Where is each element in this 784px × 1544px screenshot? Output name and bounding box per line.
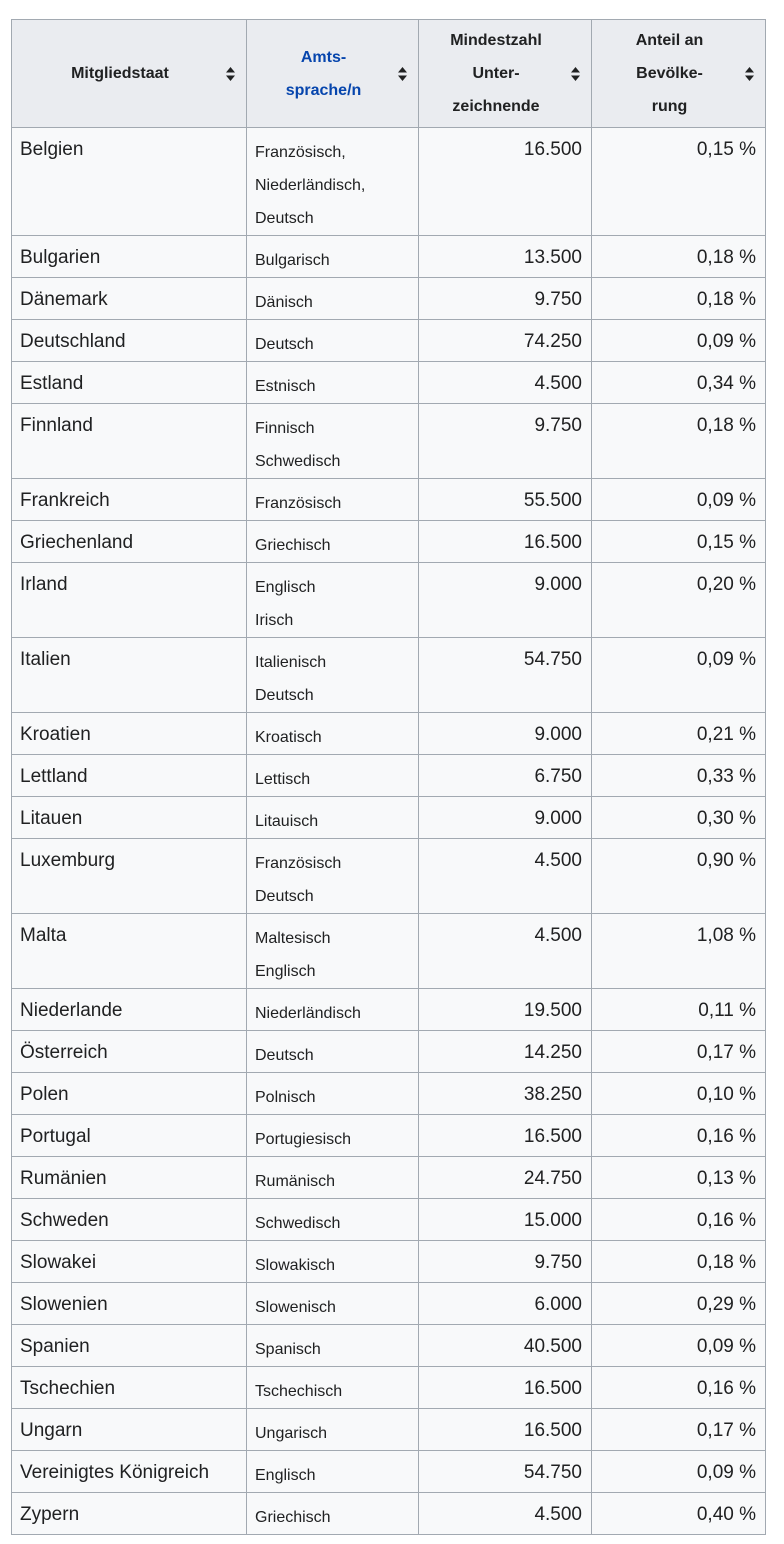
header-line: sprache/n: [285, 81, 362, 99]
header-min-signatures-label: [450, 24, 542, 123]
population-share-cell: 0,16 %: [592, 1115, 766, 1157]
min-signatures-cell: 9.750: [419, 404, 592, 479]
sort-icon[interactable]: [744, 66, 755, 82]
table-row: [12, 1115, 766, 1157]
member-state-cell: Frankreich: [12, 479, 247, 521]
population-share-cell: 0,33 %: [592, 755, 766, 797]
member-state-cell: Deutschland: [12, 320, 247, 362]
population-share-cell: 1,08 %: [592, 914, 766, 989]
table-row: [12, 362, 766, 404]
language-name: Bulgarisch: [255, 252, 330, 269]
population-share-cell: 0,09 %: [592, 479, 766, 521]
member-state-cell: Slowenien: [12, 1283, 247, 1325]
official-language-cell: [247, 914, 419, 989]
population-share-cell: 0,18 %: [592, 1241, 766, 1283]
language-name: Schwedisch: [255, 1215, 341, 1232]
official-language-cell: [247, 404, 419, 479]
population-share-cell: 0,29 %: [592, 1283, 766, 1325]
population-share-cell: 0,17 %: [592, 1409, 766, 1451]
min-signatures-cell: 9.750: [419, 278, 592, 320]
min-signatures-cell: 4.500: [419, 914, 592, 989]
population-share-cell: 0,20 %: [592, 563, 766, 638]
language-name: Deutsch: [255, 687, 314, 704]
official-language-cell: [247, 1199, 419, 1241]
language-name: Lettisch: [255, 771, 311, 788]
table-row: [12, 278, 766, 320]
official-language-cell: [247, 1451, 419, 1493]
member-state-cell: Bulgarien: [12, 236, 247, 278]
table-row: [12, 563, 766, 638]
official-language-cell: [247, 797, 419, 839]
member-state-cell: Malta: [12, 914, 247, 989]
table-row: [12, 713, 766, 755]
language-name: Griechisch: [255, 537, 331, 554]
table-row: [12, 1073, 766, 1115]
member-state-cell: Irland: [12, 563, 247, 638]
min-signatures-cell: 16.500: [419, 1115, 592, 1157]
min-signatures-cell: 14.250: [419, 1031, 592, 1073]
table-row: [12, 236, 766, 278]
population-share-cell: 0,09 %: [592, 320, 766, 362]
population-share-cell: 0,10 %: [592, 1073, 766, 1115]
header-row: [12, 20, 766, 128]
official-language-cell: [247, 236, 419, 278]
population-share-cell: 0,15 %: [592, 521, 766, 563]
population-share-cell: 0,34 %: [592, 362, 766, 404]
member-state-cell: Österreich: [12, 1031, 247, 1073]
min-signatures-cell: 55.500: [419, 479, 592, 521]
language-name: Englisch: [255, 579, 316, 596]
min-signatures-cell: 16.500: [419, 1409, 592, 1451]
language-name: Slowakisch: [255, 1257, 336, 1274]
header-line: Amts-: [300, 48, 347, 66]
header-line: rung: [651, 98, 688, 115]
header-line: Mitgliedstaat: [71, 65, 169, 82]
population-share-cell: 0,13 %: [592, 1157, 766, 1199]
table-body: [12, 128, 766, 1535]
min-signatures-cell: 40.500: [419, 1325, 592, 1367]
table-row: [12, 1367, 766, 1409]
language-name: Polnisch: [255, 1089, 316, 1106]
member-state-cell: Vereinigtes Königreich: [12, 1451, 247, 1493]
language-name: Deutsch: [255, 888, 314, 905]
min-signatures-cell: 9.750: [419, 1241, 592, 1283]
official-language-cell: [247, 320, 419, 362]
header-min-signatures[interactable]: [419, 20, 592, 128]
member-state-cell: Belgien: [12, 128, 247, 236]
min-signatures-cell: 15.000: [419, 1199, 592, 1241]
official-language-cell: [247, 563, 419, 638]
official-language-cell: [247, 638, 419, 713]
table-row: [12, 1031, 766, 1073]
min-signatures-cell: 54.750: [419, 1451, 592, 1493]
language-name: Niederländisch,: [255, 177, 366, 194]
table-row: [12, 1241, 766, 1283]
population-share-cell: 0,40 %: [592, 1493, 766, 1535]
population-share-cell: 0,09 %: [592, 1325, 766, 1367]
member-state-cell: Polen: [12, 1073, 247, 1115]
min-signatures-cell: 74.250: [419, 320, 592, 362]
table-row: [12, 1325, 766, 1367]
member-state-cell: Niederlande: [12, 989, 247, 1031]
member-state-cell: Litauen: [12, 797, 247, 839]
member-state-cell: Griechenland: [12, 521, 247, 563]
table-row: [12, 797, 766, 839]
official-language-cell: [247, 1157, 419, 1199]
language-name: Französisch: [255, 495, 342, 512]
language-name: Finnisch: [255, 420, 315, 437]
min-signatures-cell: 54.750: [419, 638, 592, 713]
official-language-cell: [247, 1493, 419, 1535]
official-language-cell: [247, 1367, 419, 1409]
table-row: [12, 479, 766, 521]
population-share-cell: 0,18 %: [592, 404, 766, 479]
sort-icon[interactable]: [570, 66, 581, 82]
language-name: Italienisch: [255, 654, 327, 671]
official-language-cell: [247, 1325, 419, 1367]
header-official-language-link[interactable]: [286, 41, 362, 107]
header-line: zeichnende: [452, 98, 540, 115]
official-language-cell: [247, 1115, 419, 1157]
member-state-cell: Finnland: [12, 404, 247, 479]
sort-icon[interactable]: [397, 66, 408, 82]
language-name: Spanisch: [255, 1341, 321, 1358]
official-language-cell: [247, 128, 419, 236]
header-population-share[interactable]: [592, 20, 766, 128]
header-line: Anteil an: [635, 32, 704, 49]
table-row: [12, 404, 766, 479]
min-signatures-cell: 4.500: [419, 839, 592, 914]
min-signatures-cell: 6.750: [419, 755, 592, 797]
language-name: Englisch: [255, 963, 316, 980]
table-row: [12, 989, 766, 1031]
population-share-cell: 0,16 %: [592, 1367, 766, 1409]
member-state-cell: Spanien: [12, 1325, 247, 1367]
official-language-cell: [247, 278, 419, 320]
table-row: [12, 1493, 766, 1535]
official-language-cell: [247, 839, 419, 914]
header-line: Unter-: [472, 65, 520, 82]
official-language-cell: [247, 1283, 419, 1325]
member-state-cell: Rumänien: [12, 1157, 247, 1199]
language-name: Französisch: [255, 855, 342, 872]
population-share-cell: 0,11 %: [592, 989, 766, 1031]
min-signatures-cell: 13.500: [419, 236, 592, 278]
language-name: Kroatisch: [255, 729, 322, 746]
min-signatures-cell: 24.750: [419, 1157, 592, 1199]
table-row: [12, 1451, 766, 1493]
population-share-cell: 0,16 %: [592, 1199, 766, 1241]
official-language-cell: [247, 362, 419, 404]
language-name: Portugiesisch: [255, 1131, 352, 1148]
official-language-cell: [247, 479, 419, 521]
language-name: Maltesisch: [255, 930, 331, 947]
population-share-cell: 0,18 %: [592, 278, 766, 320]
language-name: Estnisch: [255, 378, 316, 395]
member-state-cell: Zypern: [12, 1493, 247, 1535]
population-share-cell: 0,90 %: [592, 839, 766, 914]
population-share-cell: 0,18 %: [592, 236, 766, 278]
member-state-cell: Kroatien: [12, 713, 247, 755]
population-share-cell: 0,15 %: [592, 128, 766, 236]
official-language-cell: [247, 521, 419, 563]
table-row: [12, 638, 766, 713]
member-state-cell: Portugal: [12, 1115, 247, 1157]
table-row: [12, 128, 766, 236]
sort-icon[interactable]: [225, 66, 236, 82]
language-name: Niederländisch: [255, 1005, 361, 1022]
table-row: [12, 839, 766, 914]
table-row: [12, 521, 766, 563]
language-name: Englisch: [255, 1467, 316, 1484]
member-state-cell: Tschechien: [12, 1367, 247, 1409]
min-signatures-cell: 9.000: [419, 797, 592, 839]
header-official-language[interactable]: [247, 20, 419, 128]
member-states-table: [11, 19, 766, 1535]
official-language-cell: [247, 1409, 419, 1451]
language-name: Rumänisch: [255, 1173, 336, 1190]
min-signatures-cell: 4.500: [419, 362, 592, 404]
official-language-cell: [247, 1031, 419, 1073]
language-name: Deutsch: [255, 210, 314, 227]
member-state-cell: Dänemark: [12, 278, 247, 320]
official-language-cell: [247, 1241, 419, 1283]
language-name: Litauisch: [255, 813, 319, 830]
population-share-cell: 0,09 %: [592, 1451, 766, 1493]
official-language-cell: [247, 713, 419, 755]
member-state-cell: Italien: [12, 638, 247, 713]
table-row: [12, 755, 766, 797]
min-signatures-cell: 6.000: [419, 1283, 592, 1325]
language-name: Irisch: [255, 612, 294, 629]
official-language-cell: [247, 989, 419, 1031]
language-name: Deutsch: [255, 336, 314, 353]
min-signatures-cell: 16.500: [419, 128, 592, 236]
min-signatures-cell: 16.500: [419, 1367, 592, 1409]
table-row: [12, 914, 766, 989]
language-name: Ungarisch: [255, 1425, 328, 1442]
min-signatures-cell: 38.250: [419, 1073, 592, 1115]
population-share-cell: 0,17 %: [592, 1031, 766, 1073]
language-name: Dänisch: [255, 294, 313, 311]
min-signatures-cell: 19.500: [419, 989, 592, 1031]
language-name: Slowenisch: [255, 1299, 336, 1316]
min-signatures-cell: 4.500: [419, 1493, 592, 1535]
table-row: [12, 1157, 766, 1199]
table-row: [12, 1409, 766, 1451]
language-name: Griechisch: [255, 1509, 331, 1526]
header-line: Bevölke-: [636, 65, 703, 82]
table-row: [12, 1283, 766, 1325]
member-state-cell: Estland: [12, 362, 247, 404]
header-member-state[interactable]: [12, 20, 247, 128]
min-signatures-cell: 9.000: [419, 713, 592, 755]
official-language-cell: [247, 1073, 419, 1115]
language-name: Schwedisch: [255, 453, 341, 470]
member-state-cell: Lettland: [12, 755, 247, 797]
official-language-cell: [247, 755, 419, 797]
language-name: Französisch,: [255, 144, 346, 161]
min-signatures-cell: 9.000: [419, 563, 592, 638]
language-name: Tschechisch: [255, 1383, 343, 1400]
table-row: [12, 1199, 766, 1241]
population-share-cell: 0,21 %: [592, 713, 766, 755]
population-share-cell: 0,30 %: [592, 797, 766, 839]
language-name: Deutsch: [255, 1047, 314, 1064]
member-state-cell: Slowakei: [12, 1241, 247, 1283]
header-member-state-label: [71, 57, 169, 90]
header-population-share-label: [636, 24, 704, 123]
table-row: [12, 320, 766, 362]
member-state-cell: Luxemburg: [12, 839, 247, 914]
member-state-cell: Ungarn: [12, 1409, 247, 1451]
min-signatures-cell: 16.500: [419, 521, 592, 563]
member-state-cell: Schweden: [12, 1199, 247, 1241]
population-share-cell: 0,09 %: [592, 638, 766, 713]
header-line: Mindestzahl: [450, 32, 542, 49]
